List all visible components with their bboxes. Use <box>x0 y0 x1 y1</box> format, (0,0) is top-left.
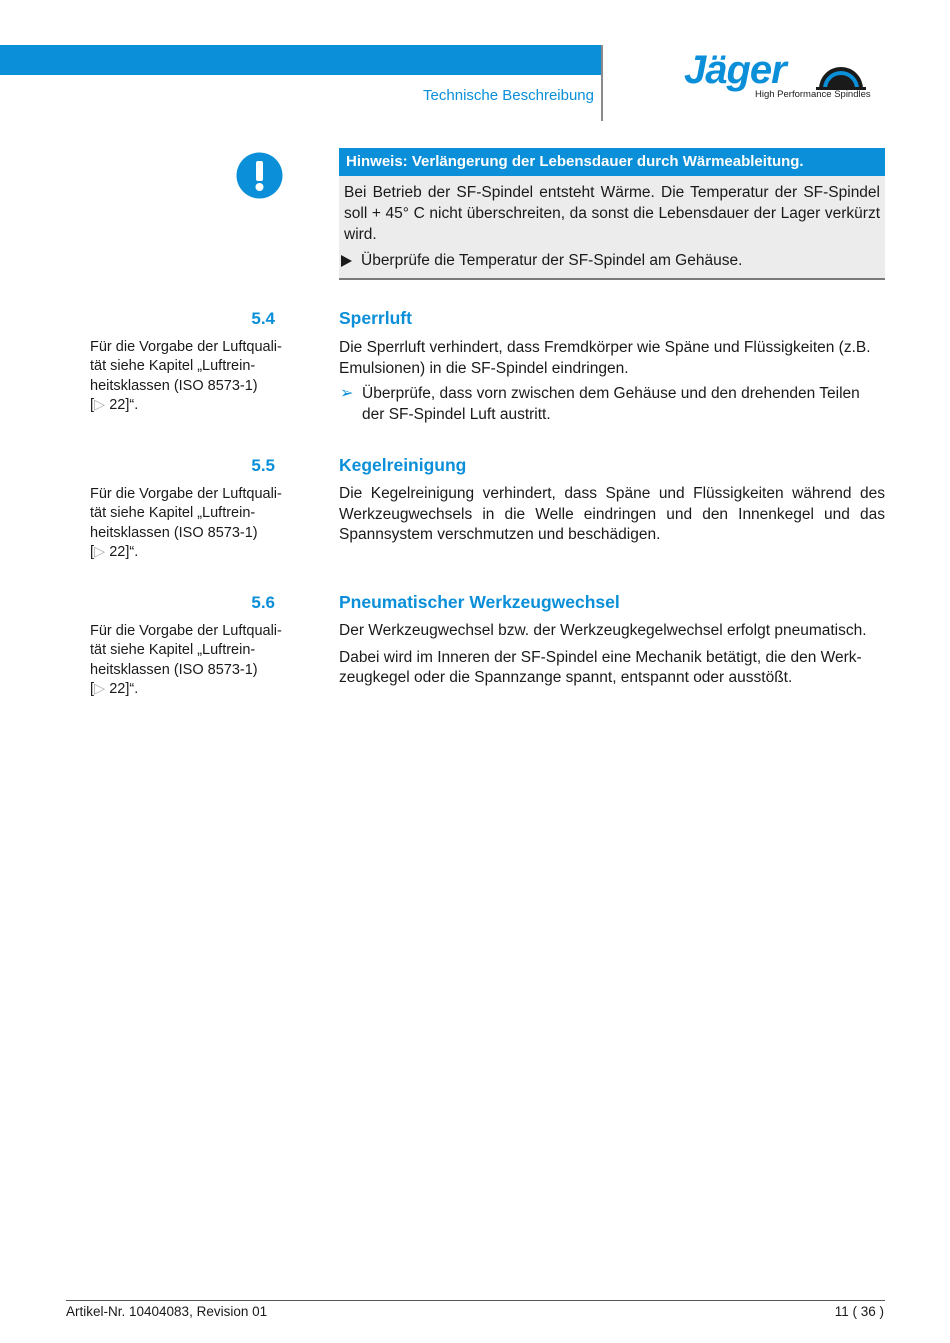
exclamation-circle-icon <box>236 152 283 199</box>
margin-note: Für die Vorgabe der Luftquali- tät siehe Kapitel „Luftrein- heitsklassen (ISO 8573-1) [▷ 22]“. <box>90 338 305 415</box>
section-title: Pneumatischer Werkzeugwechsel <box>339 592 620 612</box>
margin-note: Für die Vorgabe der Luftquali- tät siehe Kapitel „Luftrein- heitsklassen (ISO 8573-1) [▷ 22]“. <box>90 622 305 699</box>
footer-divider <box>66 1300 885 1301</box>
section-number: 5.4 <box>251 309 275 328</box>
header-bar <box>0 45 602 75</box>
notice-heading: Hinweis: Verlängerung der Lebensdauer durch Wärmeableitung. <box>339 148 885 176</box>
section-title: Kegelreinigung <box>339 455 467 475</box>
section-title: Sperrluft <box>339 308 412 328</box>
notice-action-text: Überprüfe die Temperatur der SF-Spindel am Gehäuse. <box>361 252 743 269</box>
section-body: Die Sperrluft verhindert, dass Fremdkörper wie Späne und Flüssigkeiten (z.B. Emulsionen) in die SF-Spindel eindringen. ➢ Überprüfe, dass vorn zwischen dem Gehäuse und den drehenden Teilen der SF-Spindel Luft austritt. <box>339 338 885 425</box>
logo-word: Jäger <box>684 48 786 92</box>
document-section-title: Technische Beschreibung <box>423 87 594 104</box>
notice-action <box>339 250 885 271</box>
section-body: Die Kegelreinigung verhindert, dass Späne und Flüssigkeiten während des Werkzeugwechsels in die Welle eindringen und den Innenkegel und das Spannsystem verschmutzen und beschädigen. <box>339 485 885 543</box>
section-number: 5.5 <box>251 456 275 475</box>
margin-note: Für die Vorgabe der Luftquali- tät siehe Kapitel „Luftrein- heitsklassen (ISO 8573-1) [▷ 22]“. <box>90 485 305 562</box>
action-triangle-icon <box>341 255 352 267</box>
page-ref-arrow-icon: ▷ <box>94 396 106 413</box>
cross-reference-link[interactable]: [▷ 22]“. <box>90 680 139 697</box>
company-logo <box>684 48 871 104</box>
header-divider <box>601 45 603 121</box>
section-number: 5.6 <box>251 593 275 612</box>
cross-reference-link[interactable]: [▷ 22]“. <box>90 396 139 413</box>
arrow-right-icon: ➢ <box>340 385 354 402</box>
page-number: 11 ( 36 ) <box>834 1304 884 1319</box>
article-number: Artikel-Nr. 10404083, Revision 01 <box>66 1304 268 1319</box>
logo-arc-icon <box>816 64 866 90</box>
notice-box <box>339 148 885 280</box>
page-ref-arrow-icon: ▷ <box>94 543 106 560</box>
notice-body: Bei Betrieb der SF-Spindel entsteht Wärme. Die Temperatur der SF-Spindel soll + 45° C nicht überschreiten, da sonst die Lebensdauer der Lager verkürzt wird. <box>344 184 880 243</box>
action-item: ➢ Überprüfe, dass vorn zwischen dem Gehäuse und den drehenden Teilen der SF-Spindel Luft austritt. <box>340 385 860 423</box>
cross-reference-link[interactable]: [▷ 22]“. <box>90 543 139 560</box>
section-body: Der Werkzeugwechsel bzw. der Werkzeugkegelwechsel erfolgt pneumatisch. Dabei wird im Inneren der SF-Spindel eine Mechanik betätigt, die den Werk- zeugkegel oder die Spannzange spannt, entspannt oder ausstößt. <box>339 622 867 686</box>
logo-tagline: High Performance Spindles <box>755 89 871 100</box>
page-ref-arrow-icon: ▷ <box>94 680 106 697</box>
